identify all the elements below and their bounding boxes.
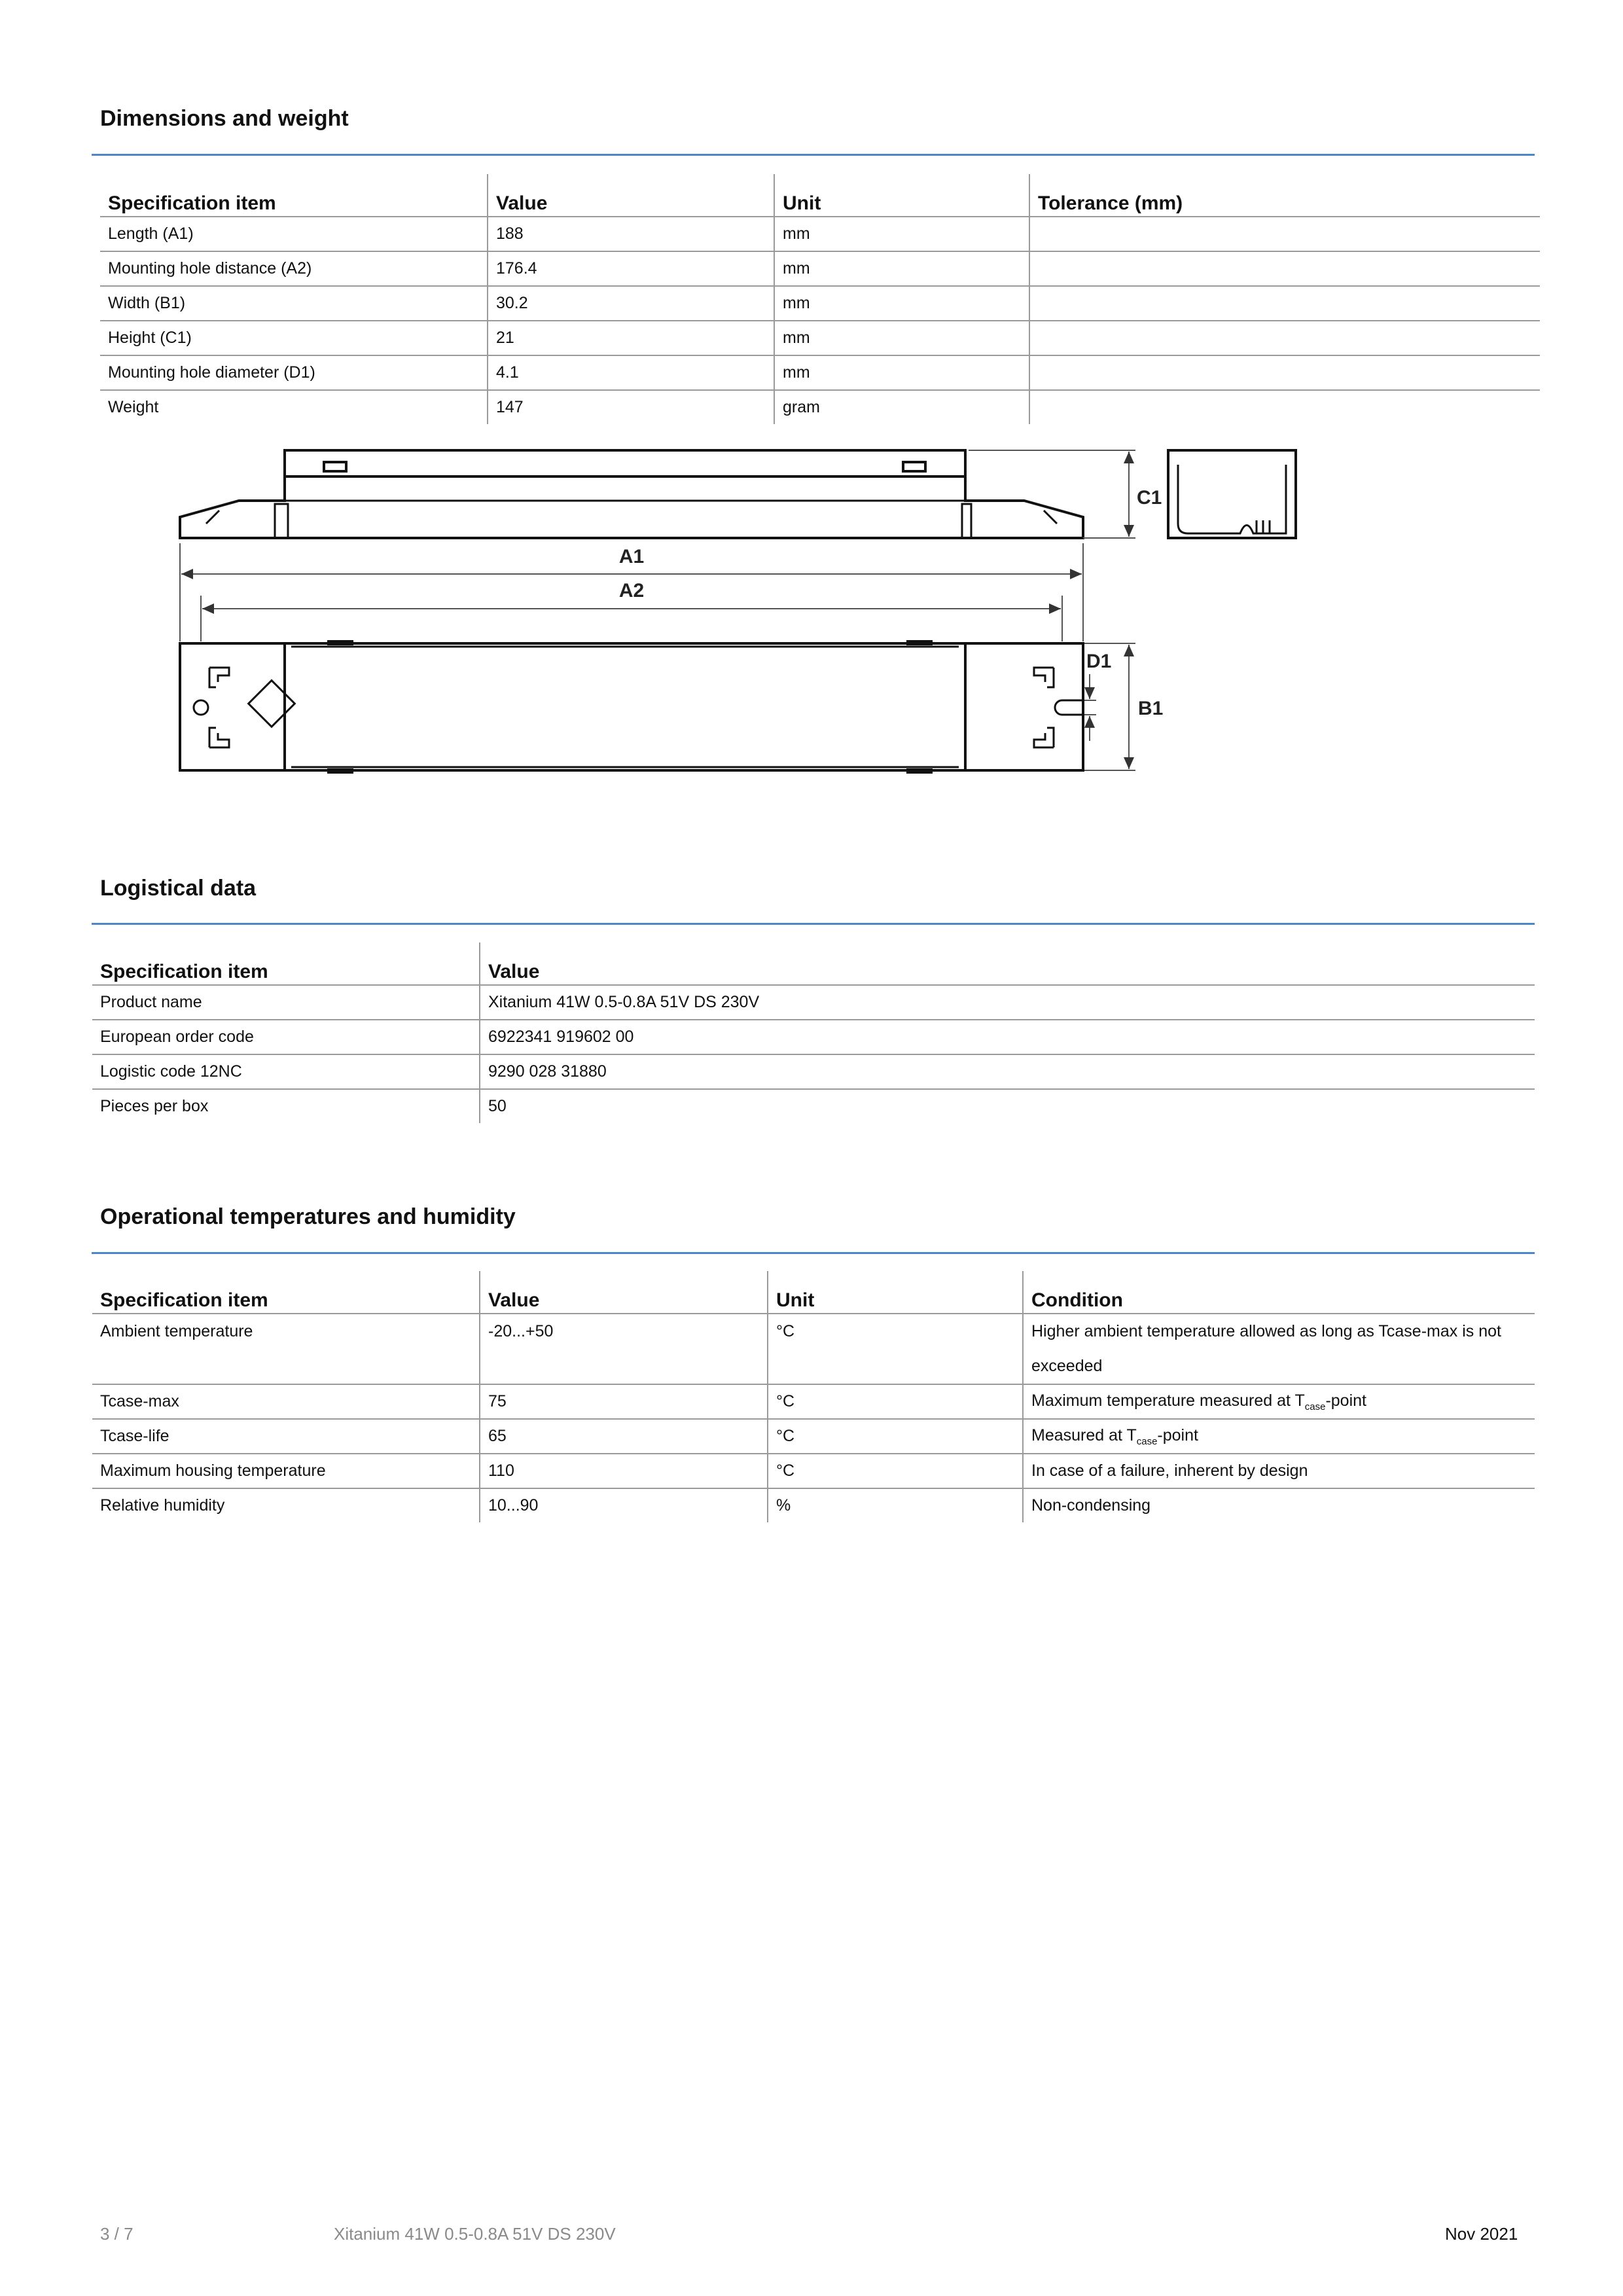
column-header: Value xyxy=(488,174,774,217)
condition-cell xyxy=(1023,1419,1535,1454)
tolerance-cell xyxy=(1029,217,1540,251)
spec-item-cell: Relative humidity xyxy=(100,1496,225,1515)
tolerance-cell xyxy=(1029,390,1540,424)
column-header: Unit xyxy=(774,174,1029,217)
table-row xyxy=(92,1314,1535,1384)
dimensions-table xyxy=(100,174,1540,424)
d1-label: D1 xyxy=(1086,651,1112,672)
top-view xyxy=(180,640,1083,774)
column-header: Value xyxy=(480,942,1535,985)
table-row xyxy=(100,286,1540,321)
table-header-row xyxy=(92,942,1535,985)
unit-cell: mm xyxy=(774,355,1029,390)
tolerance-cell xyxy=(1029,321,1540,355)
unit-cell: % xyxy=(768,1488,1023,1522)
condition-text: Maximum temperature measured at T xyxy=(1031,1391,1305,1410)
value-cell: 6922341 919602 00 xyxy=(480,1020,1535,1054)
a1-label: A1 xyxy=(618,546,645,567)
end-view xyxy=(1168,450,1296,538)
unit-cell: °C xyxy=(768,1384,1023,1419)
table-row xyxy=(100,355,1540,390)
spec-item-cell: Width (B1) xyxy=(100,286,488,321)
value-cell: 30.2 xyxy=(488,286,774,321)
condition-line: exceeded xyxy=(1031,1357,1103,1375)
condition-text: Measured at T xyxy=(1031,1426,1137,1444)
tolerance-cell xyxy=(1029,286,1540,321)
value-cell: 21 xyxy=(488,321,774,355)
spec-item-cell: Weight xyxy=(108,398,159,416)
tolerance-cell xyxy=(1029,355,1540,390)
value-cell: 4.1 xyxy=(488,355,774,390)
value-cell: 110 xyxy=(480,1454,768,1488)
table-row xyxy=(92,1020,1535,1054)
unit-cell: °C xyxy=(768,1454,1023,1488)
condition-cell xyxy=(1023,1384,1535,1419)
operational-section-divider xyxy=(92,1252,1535,1254)
spec-item-cell: European order code xyxy=(92,1020,480,1054)
footer-date: Nov 2021 xyxy=(1445,2224,1518,2244)
unit-cell: °C xyxy=(768,1419,1023,1454)
value-cell: 65 xyxy=(480,1419,768,1454)
value-cell: 75 xyxy=(480,1384,768,1419)
operational-table xyxy=(92,1271,1535,1522)
table-row xyxy=(100,217,1540,251)
value-cell: 10...90 xyxy=(480,1488,768,1522)
spec-item-cell: Mounting hole diameter (D1) xyxy=(100,355,488,390)
table-row xyxy=(92,1089,1535,1123)
spec-item-cell: Product name xyxy=(92,985,480,1020)
operational-section-title: Operational temperatures and humidity xyxy=(100,1204,516,1229)
logistics-section-title: Logistical data xyxy=(100,876,257,901)
dimensions-section-divider xyxy=(92,154,1535,156)
unit-cell: mm xyxy=(774,217,1029,251)
spec-item-cell: Mounting hole distance (A2) xyxy=(100,251,488,286)
spec-item-cell: Tcase-life xyxy=(92,1419,480,1454)
condition-text: -point xyxy=(1325,1391,1366,1410)
column-header: Specification item xyxy=(92,942,480,985)
logistics-table xyxy=(92,942,1535,1123)
value-cell: 188 xyxy=(488,217,774,251)
table-row xyxy=(92,1488,1535,1522)
footer-product-name: Xitanium 41W 0.5-0.8A 51V DS 230V xyxy=(334,2224,616,2244)
column-header: Tolerance (mm) xyxy=(1029,174,1540,217)
footer-page-number: 3 / 7 xyxy=(100,2224,134,2244)
value-cell: 9290 028 31880 xyxy=(480,1054,1535,1089)
spec-item-cell: Pieces per box xyxy=(100,1097,209,1115)
unit-cell: °C xyxy=(768,1314,1023,1384)
condition-text: -point xyxy=(1157,1426,1198,1444)
table-header-row xyxy=(100,174,1540,217)
unit-cell: mm xyxy=(774,251,1029,286)
spec-item-cell: Ambient temperature xyxy=(92,1314,480,1384)
table-row xyxy=(92,985,1535,1020)
table-row xyxy=(92,1054,1535,1089)
spec-item-cell: Logistic code 12NC xyxy=(92,1054,480,1089)
dimensions-section-title: Dimensions and weight xyxy=(100,106,349,131)
a2-label: A2 xyxy=(618,580,645,601)
column-header: Specification item xyxy=(100,174,488,217)
c1-label: C1 xyxy=(1137,487,1162,509)
column-header: Specification item xyxy=(92,1271,480,1314)
spec-item-cell: Height (C1) xyxy=(100,321,488,355)
condition-cell: Non-condensing xyxy=(1023,1488,1535,1522)
side-view xyxy=(180,450,1083,538)
unit-cell: mm xyxy=(774,321,1029,355)
unit-cell: mm xyxy=(774,286,1029,321)
spec-item-cell: Maximum housing temperature xyxy=(92,1454,480,1488)
condition-cell xyxy=(1023,1314,1535,1384)
column-header: Unit xyxy=(768,1271,1023,1314)
spec-item-cell: Length (A1) xyxy=(100,217,488,251)
value-cell: 147 xyxy=(488,390,774,424)
value-cell: 176.4 xyxy=(488,251,774,286)
table-row xyxy=(100,390,1540,424)
table-row xyxy=(92,1419,1535,1454)
tolerance-cell xyxy=(1029,251,1540,286)
value-cell: 50 xyxy=(480,1089,1535,1123)
unit-cell: gram xyxy=(774,390,1029,424)
table-row xyxy=(100,321,1540,355)
condition-subscript: case xyxy=(1136,1435,1158,1447)
column-header: Value xyxy=(480,1271,768,1314)
table-header-row xyxy=(92,1271,1535,1314)
b1-label: B1 xyxy=(1138,698,1164,719)
value-cell: Xitanium 41W 0.5-0.8A 51V DS 230V xyxy=(480,985,1535,1020)
table-row xyxy=(100,251,1540,286)
logistics-section-divider xyxy=(92,923,1535,925)
table-row xyxy=(92,1454,1535,1488)
dimension-drawing xyxy=(167,445,1319,785)
table-row xyxy=(92,1384,1535,1419)
condition-subscript: case xyxy=(1304,1401,1326,1412)
column-header: Condition xyxy=(1023,1271,1535,1314)
spec-item-cell: Tcase-max xyxy=(92,1384,480,1419)
value-cell: -20...+50 xyxy=(480,1314,768,1384)
condition-cell: In case of a failure, inherent by design xyxy=(1023,1454,1535,1488)
dimension-lines xyxy=(180,450,1135,770)
condition-line: Higher ambient temperature allowed as long as Tcase-max is not xyxy=(1031,1322,1501,1340)
